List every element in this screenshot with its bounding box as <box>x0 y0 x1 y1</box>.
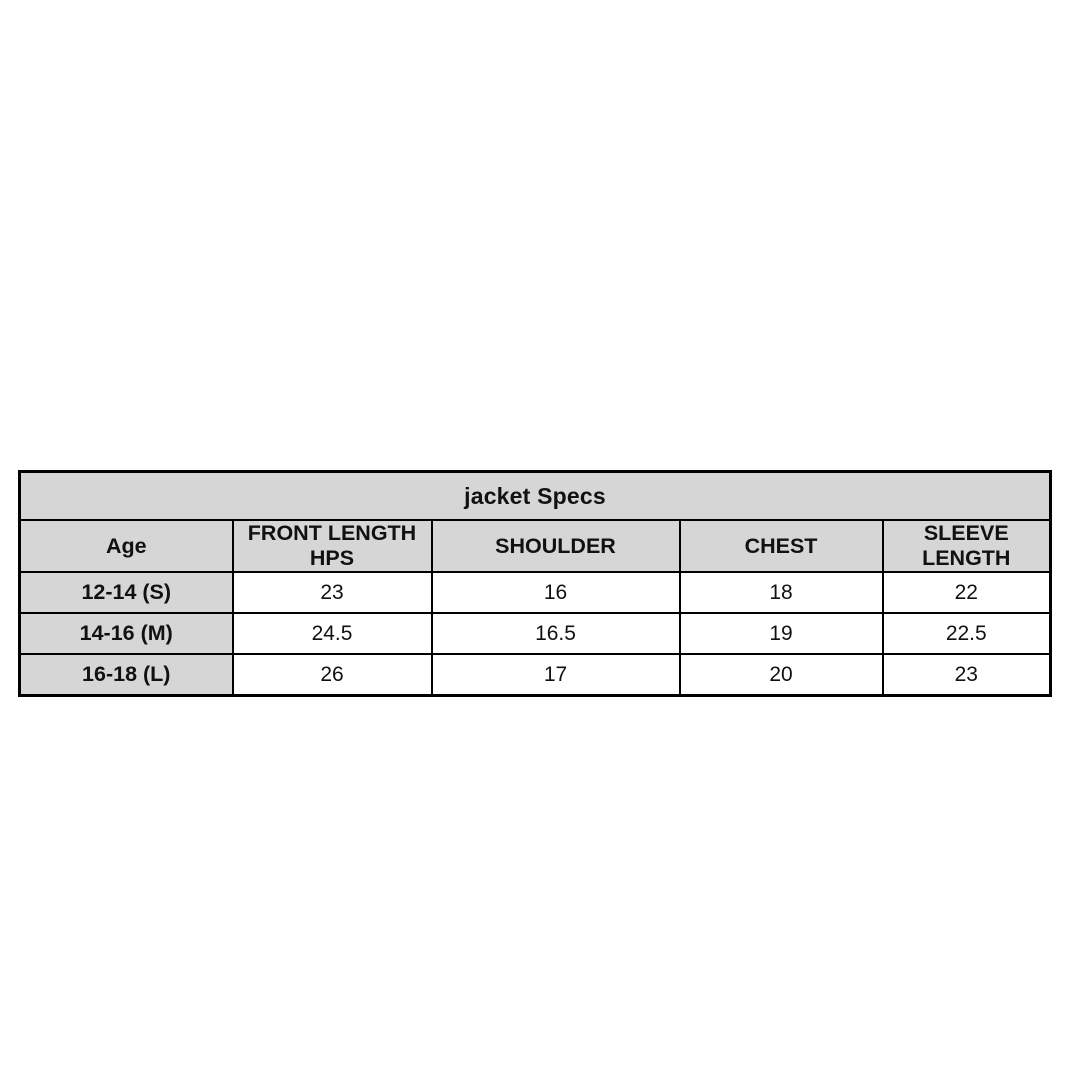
table-row <box>20 654 1051 696</box>
cell-age: 16-18 (L) <box>20 654 233 696</box>
cell-sleeve-length: 22.5 <box>883 613 1051 654</box>
jacket-specs-table <box>18 470 1052 697</box>
table-title: jacket Specs <box>20 472 1051 521</box>
cell-shoulder: 16.5 <box>432 613 680 654</box>
table-title-row <box>20 472 1051 521</box>
table-row <box>20 613 1051 654</box>
cell-shoulder: 17 <box>432 654 680 696</box>
cell-front-length-hps: 23 <box>233 572 432 613</box>
table-header-row <box>20 520 1051 572</box>
cell-age: 14-16 (M) <box>20 613 233 654</box>
column-header-front-length-hps: FRONT LENGTH HPS <box>233 520 432 572</box>
cell-chest: 20 <box>680 654 883 696</box>
cell-age: 12-14 (S) <box>20 572 233 613</box>
cell-front-length-hps: 26 <box>233 654 432 696</box>
column-header-shoulder: SHOULDER <box>432 520 680 572</box>
cell-sleeve-length: 22 <box>883 572 1051 613</box>
cell-chest: 18 <box>680 572 883 613</box>
table-row <box>20 572 1051 613</box>
size-chart-container <box>18 470 1049 697</box>
cell-sleeve-length: 23 <box>883 654 1051 696</box>
cell-shoulder: 16 <box>432 572 680 613</box>
column-header-age: Age <box>20 520 233 572</box>
cell-chest: 19 <box>680 613 883 654</box>
column-header-sleeve-length: SLEEVE LENGTH <box>883 520 1051 572</box>
column-header-chest: CHEST <box>680 520 883 572</box>
cell-front-length-hps: 24.5 <box>233 613 432 654</box>
